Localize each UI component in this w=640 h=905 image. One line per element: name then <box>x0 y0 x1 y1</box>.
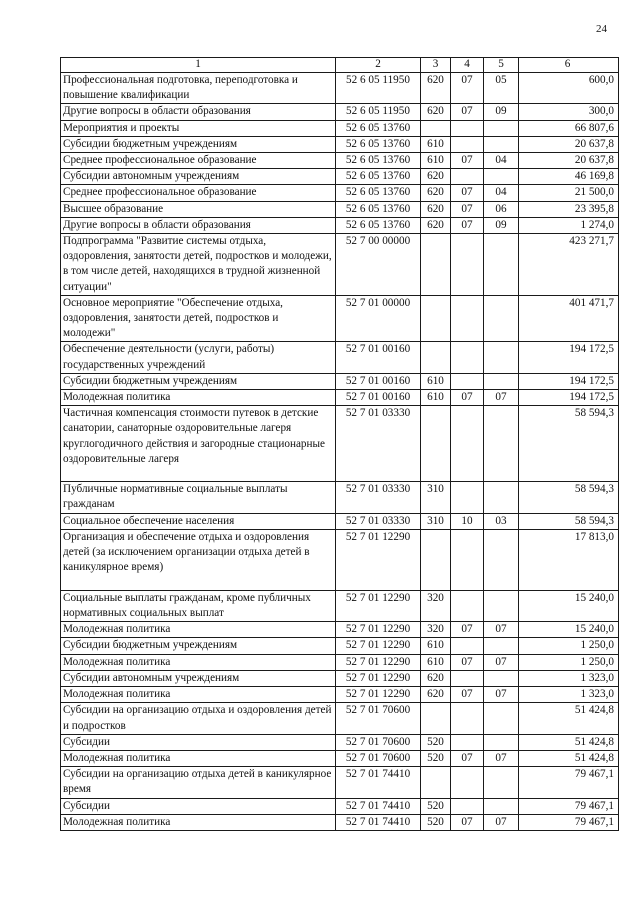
cell-target-code: 52 6 05 11950 <box>336 73 421 104</box>
cell-expense-type: 620 <box>421 104 451 120</box>
cell-item-name: Профессиональная подготовка, переподготовка и повышение квалификации <box>61 73 336 104</box>
cell-amount: 79 467,1 <box>519 814 619 830</box>
table-row <box>61 295 619 342</box>
column-header-6: 6 <box>519 58 619 73</box>
cell-amount: 15 240,0 <box>519 622 619 638</box>
cell-amount: 1 323,0 <box>519 670 619 686</box>
cell-subsection: 07 <box>484 654 519 670</box>
cell-section <box>451 590 484 621</box>
cell-section: 07 <box>451 153 484 169</box>
cell-expense-type: 620 <box>421 670 451 686</box>
table-row <box>61 622 619 638</box>
cell-section: 07 <box>451 687 484 703</box>
cell-expense-type: 620 <box>421 169 451 185</box>
table-row <box>61 390 619 406</box>
cell-target-code: 52 7 01 70600 <box>336 750 421 766</box>
table-row <box>61 814 619 830</box>
cell-expense-type <box>421 295 451 342</box>
cell-target-code: 52 6 05 13760 <box>336 153 421 169</box>
cell-expense-type: 310 <box>421 482 451 513</box>
cell-item-name: Молодежная политика <box>61 654 336 670</box>
cell-target-code: 52 7 01 03330 <box>336 406 421 482</box>
cell-target-code: 52 6 05 13760 <box>336 169 421 185</box>
cell-amount: 23 395,8 <box>519 201 619 217</box>
cell-item-name: Высшее образование <box>61 201 336 217</box>
cell-section: 07 <box>451 622 484 638</box>
page-number: 24 <box>596 23 607 35</box>
cell-subsection <box>484 767 519 798</box>
table-row <box>61 687 619 703</box>
cell-subsection: 09 <box>484 217 519 233</box>
cell-item-name: Другие вопросы в области образования <box>61 217 336 233</box>
cell-amount: 20 637,8 <box>519 136 619 152</box>
cell-subsection <box>484 529 519 590</box>
table-row <box>61 406 619 482</box>
table-row <box>61 217 619 233</box>
cell-target-code: 52 7 01 00160 <box>336 342 421 373</box>
cell-section <box>451 734 484 750</box>
table-row <box>61 654 619 670</box>
table-body <box>61 73 619 831</box>
cell-section: 07 <box>451 217 484 233</box>
cell-section <box>451 295 484 342</box>
cell-item-name: Субсидии <box>61 734 336 750</box>
cell-section <box>451 234 484 296</box>
cell-target-code: 52 6 05 13760 <box>336 136 421 152</box>
table-row <box>61 703 619 734</box>
cell-expense-type: 610 <box>421 373 451 389</box>
cell-target-code: 52 7 01 70600 <box>336 703 421 734</box>
cell-amount: 300,0 <box>519 104 619 120</box>
cell-target-code: 52 6 05 13760 <box>336 185 421 201</box>
cell-amount: 21 500,0 <box>519 185 619 201</box>
cell-amount: 46 169,8 <box>519 169 619 185</box>
cell-item-name: Молодежная политика <box>61 687 336 703</box>
cell-amount: 20 637,8 <box>519 153 619 169</box>
table-row <box>61 750 619 766</box>
cell-item-name: Социальные выплаты гражданам, кроме публичных нормативных социальных выплат <box>61 590 336 621</box>
cell-target-code: 52 7 01 00160 <box>336 390 421 406</box>
cell-target-code: 52 7 01 12290 <box>336 590 421 621</box>
cell-expense-type <box>421 234 451 296</box>
cell-item-name: Мероприятия и проекты <box>61 120 336 136</box>
cell-amount: 1 274,0 <box>519 217 619 233</box>
cell-subsection <box>484 295 519 342</box>
cell-expense-type: 320 <box>421 590 451 621</box>
cell-subsection <box>484 373 519 389</box>
cell-expense-type: 620 <box>421 687 451 703</box>
cell-subsection <box>484 638 519 654</box>
cell-expense-type <box>421 703 451 734</box>
cell-item-name: Организация и обеспечение отдыха и оздоровления детей (за исключением организации отдыха детей в каникулярное время) <box>61 529 336 590</box>
cell-target-code: 52 7 01 74410 <box>336 767 421 798</box>
cell-item-name: Субсидии бюджетным учреждениям <box>61 136 336 152</box>
cell-target-code: 52 7 01 74410 <box>336 798 421 814</box>
cell-subsection: 07 <box>484 750 519 766</box>
cell-item-name: Другие вопросы в области образования <box>61 104 336 120</box>
cell-expense-type <box>421 120 451 136</box>
column-header-1: 1 <box>61 58 336 73</box>
cell-section <box>451 638 484 654</box>
cell-subsection: 04 <box>484 153 519 169</box>
cell-expense-type: 620 <box>421 201 451 217</box>
table-row <box>61 185 619 201</box>
cell-item-name: Субсидии автономным учреждениям <box>61 670 336 686</box>
cell-expense-type: 610 <box>421 136 451 152</box>
cell-subsection <box>484 342 519 373</box>
cell-subsection: 07 <box>484 622 519 638</box>
cell-item-name: Социальное обеспечение населения <box>61 513 336 529</box>
cell-item-name: Основное мероприятие "Обеспечение отдыха, оздоровления, занятости детей, подростков и молодежи" <box>61 295 336 342</box>
cell-section: 07 <box>451 654 484 670</box>
cell-amount: 194 172,5 <box>519 390 619 406</box>
cell-section <box>451 120 484 136</box>
cell-amount: 58 594,3 <box>519 406 619 482</box>
cell-subsection: 03 <box>484 513 519 529</box>
cell-section <box>451 136 484 152</box>
cell-expense-type: 620 <box>421 217 451 233</box>
cell-section <box>451 703 484 734</box>
cell-amount: 401 471,7 <box>519 295 619 342</box>
table-row <box>61 201 619 217</box>
cell-item-name: Подпрограмма "Развитие системы отдыха, оздоровления, занятости детей, подростков и молодежи, в том числе детей, находящихся в трудной жизненной ситуации" <box>61 234 336 296</box>
cell-amount: 17 813,0 <box>519 529 619 590</box>
cell-expense-type <box>421 342 451 373</box>
cell-target-code: 52 7 01 00000 <box>336 295 421 342</box>
cell-item-name: Субсидии на организацию отдыха и оздоровления детей и подростков <box>61 703 336 734</box>
table-row <box>61 373 619 389</box>
cell-target-code: 52 7 01 12290 <box>336 654 421 670</box>
cell-subsection: 05 <box>484 73 519 104</box>
cell-subsection <box>484 120 519 136</box>
cell-target-code: 52 7 01 03330 <box>336 513 421 529</box>
cell-amount: 194 172,5 <box>519 342 619 373</box>
cell-section <box>451 373 484 389</box>
cell-target-code: 52 7 01 00160 <box>336 373 421 389</box>
cell-target-code: 52 6 05 13760 <box>336 120 421 136</box>
table-row <box>61 529 619 590</box>
cell-target-code: 52 7 01 12290 <box>336 622 421 638</box>
cell-expense-type: 520 <box>421 798 451 814</box>
cell-expense-type: 610 <box>421 390 451 406</box>
table-row <box>61 73 619 104</box>
cell-item-name: Молодежная политика <box>61 390 336 406</box>
cell-target-code: 52 7 01 12290 <box>336 638 421 654</box>
cell-amount: 51 424,8 <box>519 750 619 766</box>
cell-expense-type <box>421 529 451 590</box>
cell-item-name: Среднее профессиональное образование <box>61 185 336 201</box>
cell-amount: 1 250,0 <box>519 654 619 670</box>
cell-section: 07 <box>451 185 484 201</box>
cell-amount: 58 594,3 <box>519 513 619 529</box>
cell-section: 07 <box>451 104 484 120</box>
cell-subsection: 04 <box>484 185 519 201</box>
cell-amount: 51 424,8 <box>519 703 619 734</box>
cell-section <box>451 529 484 590</box>
cell-amount: 51 424,8 <box>519 734 619 750</box>
cell-subsection: 09 <box>484 104 519 120</box>
cell-expense-type: 310 <box>421 513 451 529</box>
cell-expense-type: 610 <box>421 153 451 169</box>
cell-expense-type: 520 <box>421 750 451 766</box>
table-row <box>61 513 619 529</box>
table-row <box>61 120 619 136</box>
cell-expense-type <box>421 406 451 482</box>
cell-amount: 600,0 <box>519 73 619 104</box>
cell-target-code: 52 7 01 12290 <box>336 687 421 703</box>
cell-item-name: Субсидии бюджетным учреждениям <box>61 373 336 389</box>
cell-subsection <box>484 703 519 734</box>
cell-item-name: Субсидии автономным учреждениям <box>61 169 336 185</box>
cell-item-name: Молодежная политика <box>61 622 336 638</box>
cell-section <box>451 670 484 686</box>
cell-target-code: 52 7 01 03330 <box>336 482 421 513</box>
table-row <box>61 590 619 621</box>
cell-section: 07 <box>451 201 484 217</box>
cell-subsection: 06 <box>484 201 519 217</box>
cell-expense-type: 610 <box>421 638 451 654</box>
table-header-row <box>61 58 619 73</box>
cell-amount: 58 594,3 <box>519 482 619 513</box>
table-row <box>61 767 619 798</box>
cell-target-code: 52 7 01 70600 <box>336 734 421 750</box>
cell-subsection: 07 <box>484 814 519 830</box>
cell-expense-type: 610 <box>421 654 451 670</box>
cell-expense-type: 320 <box>421 622 451 638</box>
budget-table <box>60 57 619 831</box>
cell-item-name: Молодежная политика <box>61 750 336 766</box>
cell-subsection <box>484 234 519 296</box>
cell-section <box>451 169 484 185</box>
cell-expense-type: 620 <box>421 185 451 201</box>
table-row <box>61 342 619 373</box>
cell-section <box>451 767 484 798</box>
cell-subsection <box>484 798 519 814</box>
cell-item-name: Публичные нормативные социальные выплаты гражданам <box>61 482 336 513</box>
cell-amount: 423 271,7 <box>519 234 619 296</box>
cell-expense-type <box>421 767 451 798</box>
cell-item-name: Субсидии бюджетным учреждениям <box>61 638 336 654</box>
cell-item-name: Субсидии <box>61 798 336 814</box>
table-row <box>61 482 619 513</box>
table-row <box>61 153 619 169</box>
cell-target-code: 52 7 01 74410 <box>336 814 421 830</box>
column-header-5: 5 <box>484 58 519 73</box>
table-row <box>61 104 619 120</box>
cell-expense-type: 520 <box>421 814 451 830</box>
cell-subsection <box>484 136 519 152</box>
cell-amount: 66 807,6 <box>519 120 619 136</box>
cell-subsection <box>484 734 519 750</box>
table-row <box>61 234 619 296</box>
cell-amount: 194 172,5 <box>519 373 619 389</box>
table-row <box>61 169 619 185</box>
cell-target-code: 52 6 05 13760 <box>336 201 421 217</box>
cell-section <box>451 406 484 482</box>
cell-item-name: Частичная компенсация стоимости путевок в детские санатории, санаторные оздоровительные лагеря круглогодичного действия и загородные стационарные оздоровительные лагеря <box>61 406 336 482</box>
cell-target-code: 52 7 01 12290 <box>336 670 421 686</box>
cell-amount: 79 467,1 <box>519 767 619 798</box>
cell-amount: 1 323,0 <box>519 687 619 703</box>
cell-item-name: Субсидии на организацию отдыха детей в каникулярное время <box>61 767 336 798</box>
column-header-3: 3 <box>421 58 451 73</box>
cell-item-name: Среднее профессиональное образование <box>61 153 336 169</box>
cell-subsection <box>484 670 519 686</box>
cell-section <box>451 482 484 513</box>
cell-expense-type: 620 <box>421 73 451 104</box>
cell-section: 07 <box>451 390 484 406</box>
cell-target-code: 52 6 05 11950 <box>336 104 421 120</box>
cell-subsection: 07 <box>484 390 519 406</box>
table-row <box>61 734 619 750</box>
cell-amount: 1 250,0 <box>519 638 619 654</box>
cell-section: 10 <box>451 513 484 529</box>
cell-subsection <box>484 482 519 513</box>
cell-subsection: 07 <box>484 687 519 703</box>
cell-subsection <box>484 169 519 185</box>
table-row <box>61 638 619 654</box>
cell-item-name: Обеспечение деятельности (услуги, работы) государственных учреждений <box>61 342 336 373</box>
cell-section: 07 <box>451 814 484 830</box>
cell-section <box>451 798 484 814</box>
table-row <box>61 798 619 814</box>
cell-section: 07 <box>451 73 484 104</box>
cell-subsection <box>484 406 519 482</box>
cell-subsection <box>484 590 519 621</box>
column-header-2: 2 <box>336 58 421 73</box>
cell-item-name: Молодежная политика <box>61 814 336 830</box>
cell-expense-type: 520 <box>421 734 451 750</box>
cell-amount: 15 240,0 <box>519 590 619 621</box>
column-header-4: 4 <box>451 58 484 73</box>
table-row <box>61 670 619 686</box>
cell-target-code: 52 7 01 12290 <box>336 529 421 590</box>
cell-amount: 79 467,1 <box>519 798 619 814</box>
cell-section: 07 <box>451 750 484 766</box>
table-row <box>61 136 619 152</box>
cell-target-code: 52 6 05 13760 <box>336 217 421 233</box>
cell-section <box>451 342 484 373</box>
cell-target-code: 52 7 00 00000 <box>336 234 421 296</box>
